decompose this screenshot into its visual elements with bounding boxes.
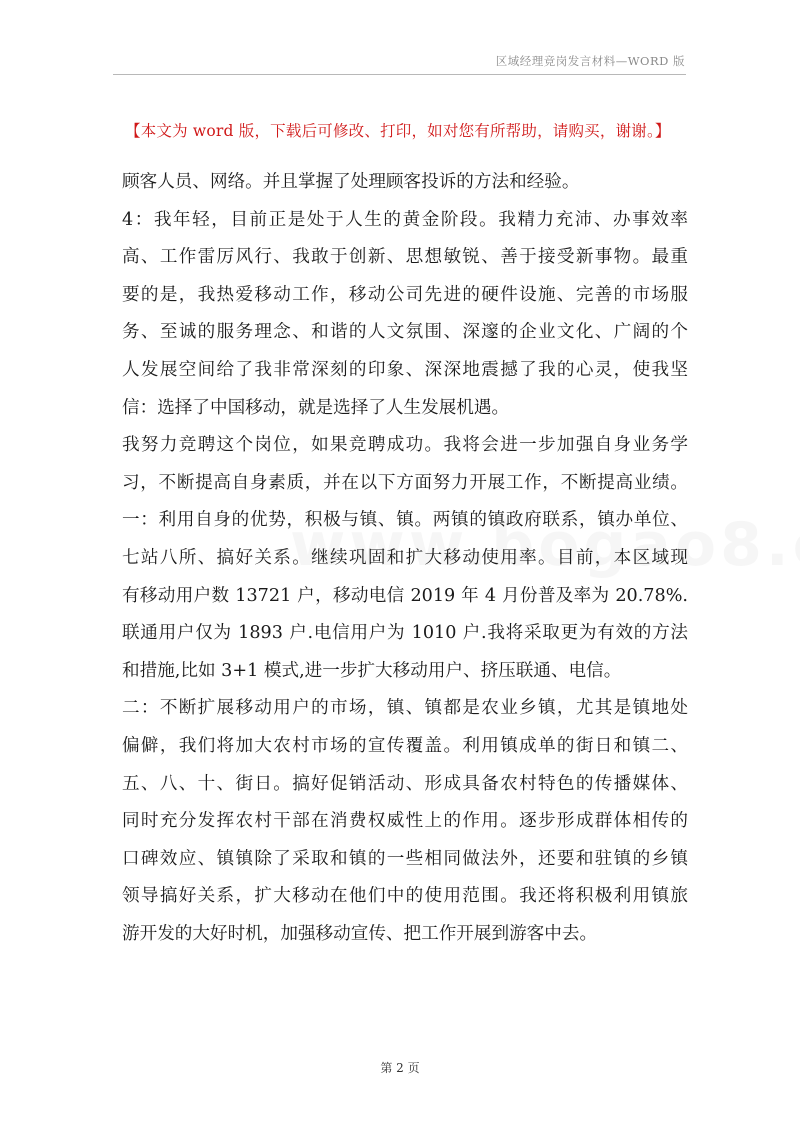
body-line: 人发展空间给了我非常深刻的印象、深深地震撼了我的心灵，使我坚: [122, 359, 688, 380]
body-line: 高、工作雷厉风行、我敢于创新、思想敏锐、善于接受新事物。最重: [122, 247, 688, 268]
body-line: 信：选择了中国移动，就是选择了人生发展机遇。: [122, 397, 510, 418]
body-line: 有移动用户数 13721 户，移动电信 2019 年 4 月份普及率为 20.78%.: [122, 585, 688, 606]
body-line: 我努力竞聘这个岗位，如果竞聘成功。我将会进一步加强自身业务学: [122, 435, 688, 456]
body-line: 口碑效应、镇镇除了采取和镇的一些相同做法外，还要和驻镇的乡镇: [122, 848, 688, 869]
body-line: 联通用户仅为 1893 户.电信用户为 1010 户.我将采取更为有效的方法: [122, 623, 688, 644]
page-header: 区域经理竞岗发言材料—WORD 版: [495, 54, 685, 68]
body-line: 游开发的大好时机，加强移动宣传、把工作开展到游客中去。: [122, 923, 598, 944]
body-line: 顾客人员、网络。并且掌握了处理顾客投诉的方法和经验。: [122, 172, 580, 192]
body-line: 同时充分发挥农村干部在消费权威性上的作用。逐步形成群体相传的: [122, 811, 688, 832]
page-number: 第 2 页: [380, 1061, 420, 1075]
body-line: 五、八、十、街日。搞好促销活动、形成具备农村特色的传播媒体、: [122, 773, 688, 794]
body-line: 和措施,比如 3+1 模式,进一步扩大移动用户、挤压联通、电信。: [122, 660, 622, 681]
body-line: 习，不断提高自身素质，并在以下方面努力开展工作，不断提高业绩。: [122, 472, 688, 493]
body-line: 4：我年轻，目前正是处于人生的黄金阶段。我精力充沛、办事效率: [122, 209, 688, 230]
body-line: 偏僻，我们将加大农村市场的宣传覆盖。利用镇成单的街日和镇二、: [122, 735, 688, 756]
body-line: 二：不断扩展移动用户的市场，镇、镇都是农业乡镇，尤其是镇地处: [122, 698, 688, 719]
body-line: 要的是，我热爱移动工作，移动公司先进的硬件设施、完善的市场服: [122, 284, 688, 305]
body-line: 务、至诚的服务理念、和谐的人文氛围、深邃的企业文化、广阔的个: [122, 322, 688, 343]
document-body: [122, 164, 688, 953]
body-line: 领导搞好关系，扩大移动在他们中的使用范围。我还将积极利用镇旅: [122, 886, 688, 907]
body-line: 七站八所、搞好关系。继续巩固和扩大移动使用率。目前，本区域现: [122, 547, 688, 568]
header-divider: [113, 74, 686, 75]
body-line: 一：利用自身的优势，积极与镇、镇。两镇的镇政府联系，镇办单位、: [122, 510, 688, 531]
purchase-notice: 【本文为 word 版，下载后可修改、打印，如对您有所帮助，请购买，谢谢。】: [125, 122, 671, 140]
